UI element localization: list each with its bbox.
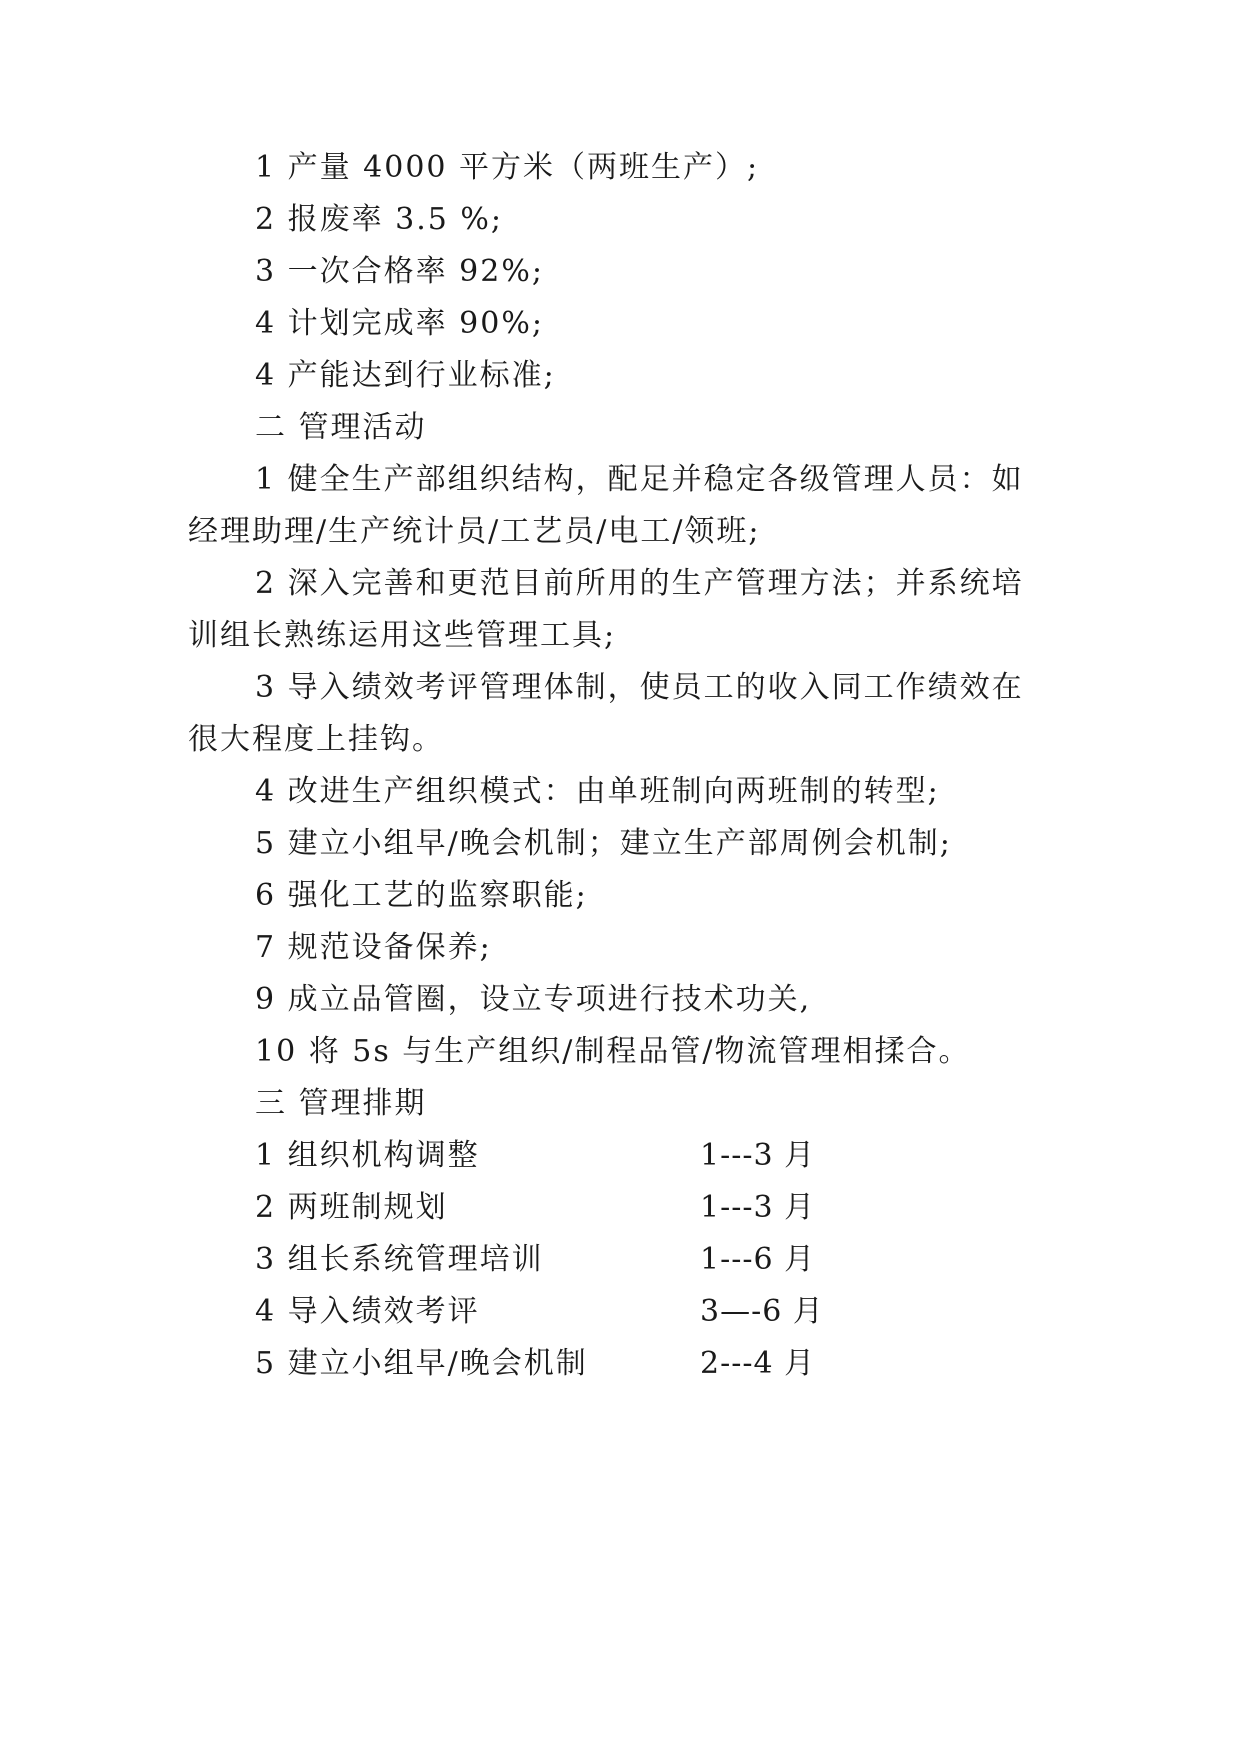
schedule-period: 1---6 月 — [700, 1242, 816, 1277]
section-heading-management-schedule: 三 管理排期 — [255, 1086, 427, 1121]
schedule-period: 1---3 月 — [700, 1190, 816, 1225]
schedule-period: 2---4 月 — [700, 1346, 816, 1381]
schedule-period: 3—-6 月 — [700, 1294, 824, 1329]
schedule-period: 1---3 月 — [700, 1138, 816, 1173]
schedule-item: 2 两班制规划 — [255, 1190, 448, 1225]
activity-4: 4 改进生产组织模式：由单班制向两班制的转型; — [255, 774, 940, 809]
schedule-item: 3 组长系统管理培训 — [255, 1242, 544, 1277]
activity-2-line-1: 2 深入完善和更范目前所用的生产管理方法；并系统培 — [255, 566, 1024, 601]
activity-2-line-2: 训组长熟练运用这些管理工具; — [188, 618, 617, 653]
target-output: 1 产量 4000 平方米（两班生产）; — [255, 150, 760, 185]
schedule-item: 1 组织机构调整 — [255, 1138, 480, 1173]
activity-10: 10 将 5s 与生产组织/制程品管/物流管理相揉合。 — [255, 1034, 971, 1069]
schedule-item: 4 导入绩效考评 — [255, 1294, 480, 1329]
activity-9: 9 成立品管圈，设立专项进行技术功关, — [255, 982, 812, 1017]
activity-1-line-2: 经理助理/生产统计员/工艺员/电工/领班; — [188, 514, 761, 549]
target-plan-completion: 4 计划完成率 90%; — [255, 306, 544, 341]
activity-3-line-2: 很大程度上挂钩。 — [188, 722, 444, 757]
target-first-pass-yield: 3 一次合格率 92%; — [255, 254, 544, 289]
activity-1-line-1: 1 健全生产部组织结构，配足并稳定各级管理人员：如 — [255, 462, 1024, 497]
activity-7: 7 规范设备保养; — [255, 930, 492, 965]
activity-5: 5 建立小组早/晚会机制；建立生产部周例会机制; — [255, 826, 952, 861]
section-heading-management-activities: 二 管理活动 — [255, 410, 427, 445]
target-scrap-rate: 2 报废率 3.5 %; — [255, 202, 504, 237]
activity-6: 6 强化工艺的监察职能; — [255, 878, 588, 913]
target-capacity: 4 产能达到行业标准; — [255, 358, 556, 393]
schedule-item: 5 建立小组早/晚会机制 — [255, 1346, 588, 1381]
activity-3-line-1: 3 导入绩效考评管理体制，使员工的收入同工作绩效在 — [255, 670, 1024, 705]
